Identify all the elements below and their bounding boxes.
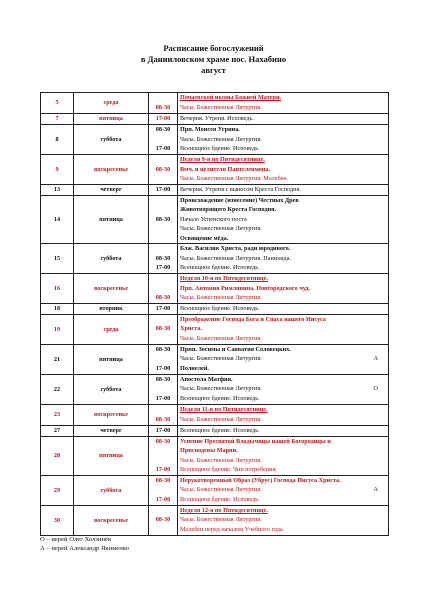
date-cell: 16 (41, 273, 74, 303)
service-line-text: Часы. Божественная Литургия. (180, 104, 262, 111)
service-line (180, 394, 386, 404)
service-time (150, 196, 176, 205)
weekday-cell: пятница (74, 195, 149, 243)
date-cell: 27 (41, 425, 74, 436)
service-line-text: Часы. Божественная Литургия. (180, 456, 262, 464)
service-time (150, 155, 176, 165)
service-line-text: Часы. Божественная Литургия. (180, 225, 262, 233)
service-line (180, 263, 386, 273)
service-description-cell (178, 374, 389, 404)
service-line (180, 196, 386, 205)
service-line (180, 155, 386, 165)
priest-mark: О (373, 385, 378, 393)
date-cell: 28 (41, 436, 74, 475)
schedule-row (41, 374, 389, 404)
time-cell (149, 303, 178, 314)
service-line (180, 185, 386, 195)
weekday-cell: пятница (74, 344, 149, 374)
time-cell (149, 404, 178, 425)
time-cell (149, 505, 178, 535)
weekday-cell: вторник (74, 303, 149, 314)
service-line (180, 405, 386, 415)
service-line (180, 324, 386, 334)
service-line-text: Всенощное бдение. Исповедь. (180, 496, 260, 504)
service-line (180, 384, 386, 394)
service-time (150, 384, 176, 394)
service-time: 08-30 (155, 375, 171, 383)
service-line (180, 364, 386, 374)
service-time: 08-30 (155, 516, 171, 524)
service-description-cell (178, 273, 389, 303)
service-time (150, 354, 176, 364)
service-description-cell (178, 344, 389, 374)
weekday-cell: четверг (74, 184, 149, 195)
schedule-row (41, 243, 389, 273)
service-description-cell (178, 404, 389, 425)
service-line-text: Часы. Божественная Литургия. (180, 486, 262, 494)
service-line-text: Приснодевы Марии. (180, 447, 238, 455)
schedule-row (41, 184, 389, 195)
service-line-text: Часы. Божественная Литургия. (180, 355, 262, 363)
service-line-text: Часы. Божественная Литургия. (180, 385, 262, 393)
service-line (180, 174, 386, 184)
service-time: 08-30 (155, 415, 171, 423)
service-time: 17-00 (155, 145, 171, 153)
service-time: 17-00 (155, 304, 171, 312)
service-time: 08-30 (155, 476, 171, 484)
service-time: 08-30 (155, 437, 171, 445)
service-line (180, 125, 386, 135)
service-line-text: Полиелей. (180, 365, 209, 373)
month-label: август (201, 65, 226, 75)
schedule-row (41, 344, 389, 374)
priests-legend (40, 536, 129, 553)
time-cell (149, 195, 178, 243)
service-description-cell (178, 195, 389, 243)
service-line-text: Прпп. Зосимы и Савватия Соловецких. (180, 345, 291, 353)
service-line-text: Начало Успенского поста (180, 215, 247, 223)
service-time (150, 174, 176, 184)
weekday-cell: суббота (74, 374, 149, 404)
service-line-text: Часы. Божественная Литургия. (180, 516, 262, 524)
schedule-row (41, 404, 389, 425)
service-description-cell (178, 243, 389, 273)
service-line (180, 144, 386, 154)
service-line (180, 254, 386, 264)
schedule-row (41, 93, 389, 114)
service-time (150, 506, 176, 516)
service-line-text: Всенощное бдение. Исповедь. (180, 395, 260, 403)
date-cell: 13 (41, 184, 74, 195)
time-cell (149, 436, 178, 475)
date-cell: 7 (41, 114, 74, 125)
weekday-cell: воскресенье (74, 273, 149, 303)
service-line (180, 93, 386, 103)
date-cell: 19 (41, 314, 74, 344)
time-cell (149, 93, 178, 114)
service-line-text: Апостола Матфия. (180, 375, 233, 383)
service-description-cell (178, 303, 389, 314)
service-line (180, 426, 386, 436)
service-line (180, 274, 386, 284)
priest-mark: А (373, 355, 378, 363)
service-time: 17-00 (155, 365, 171, 373)
service-line-text: Неделя 9-я по Пятидесятнице. (180, 155, 265, 163)
service-time: 17-00 (155, 264, 171, 272)
schedule-row (41, 475, 389, 505)
service-time: 08-30 (155, 215, 171, 223)
service-time: 08-30 (155, 345, 171, 353)
date-cell: 29 (41, 475, 74, 505)
date-cell: 14 (41, 195, 74, 243)
schedule-row (41, 273, 389, 303)
service-time (150, 485, 176, 495)
service-description-cell (178, 154, 389, 184)
service-line-text: Всенощное бдение. Исповедь. (180, 145, 260, 153)
service-line (180, 215, 386, 224)
service-line-text: Животворящего Креста Господня. (180, 206, 277, 214)
service-line (180, 293, 386, 303)
service-line (180, 525, 386, 535)
service-line-text: Происхождение (изнесение) Честных Древ (180, 196, 299, 204)
time-cell (149, 125, 178, 155)
service-time (150, 135, 176, 145)
service-line-text: Вечерня. Утреня. Исповедь. (180, 115, 254, 122)
service-line-text: Прп. Моисея Угрина. (180, 126, 240, 133)
weekday-cell: суббота (74, 243, 149, 273)
service-line (180, 415, 386, 425)
service-time (150, 205, 176, 214)
weekday-cell: суббота (74, 125, 149, 155)
service-description-cell (178, 475, 389, 505)
service-line-text: Прп. Антония Римлянина, Новгородского чуд. (180, 284, 311, 292)
time-cell (149, 273, 178, 303)
service-time (150, 93, 176, 103)
weekday-cell: воскресенье (74, 404, 149, 425)
service-line-text: Часы. Божественная Литургия. (180, 415, 262, 423)
weekday-cell: пятница (74, 436, 149, 475)
service-time (150, 244, 176, 254)
service-line (180, 334, 386, 344)
schedule-table (40, 92, 389, 536)
schedule-body (41, 93, 389, 536)
time-cell (149, 154, 178, 184)
service-line-text: Часы. Божественная Литургия. (180, 294, 262, 302)
service-line-text: Вмч. и целителя Пантелеимона. (180, 165, 271, 173)
service-line (180, 495, 386, 505)
schedule-row (41, 125, 389, 155)
service-line (180, 234, 386, 243)
service-line (180, 165, 386, 175)
service-time: 08-30 (155, 126, 171, 133)
service-line-text: Христа. (180, 325, 202, 333)
service-line-text: Почаевской иконы Божией Матери. (180, 94, 282, 101)
service-line-text: Нерукотворенный Образ (Убрус) Господа Иисуса Христа. (180, 476, 341, 484)
schedule-row (41, 303, 389, 314)
service-line-text: Всенощное бдение. Чин погребения. (180, 466, 277, 474)
service-line-text: Всенощное бдение. Исповедь. (180, 264, 260, 272)
service-line-text: Блж. Василия Христа, ради юродивого. (180, 244, 291, 252)
time-cell (149, 344, 178, 374)
schedule-title: Расписание богослужений (163, 43, 264, 53)
service-time (150, 274, 176, 284)
service-time (150, 315, 176, 325)
service-description-cell (178, 125, 389, 155)
date-cell: 21 (41, 344, 74, 374)
service-time: 08-30 (155, 165, 171, 173)
service-time (150, 405, 176, 415)
service-line (180, 375, 386, 385)
service-line-text: Всенощное бдение. Исповедь. (180, 426, 260, 434)
service-time (150, 224, 176, 233)
service-time (150, 456, 176, 466)
schedule-row (41, 114, 389, 125)
time-cell (149, 425, 178, 436)
time-cell (149, 114, 178, 125)
service-time (150, 525, 176, 535)
weekday-cell: среда (74, 93, 149, 114)
service-line-text: Преображение Господа Бога и Спаса нашего Иисуса (180, 315, 326, 323)
date-cell: 9 (41, 154, 74, 184)
date-cell: 15 (41, 243, 74, 273)
service-line (180, 205, 386, 214)
service-line (180, 446, 386, 456)
service-line (180, 224, 386, 233)
time-cell (149, 314, 178, 344)
service-time (150, 446, 176, 456)
date-cell: 18 (41, 303, 74, 314)
church-name: в Данииловском храме пос. Нахабино (140, 54, 287, 64)
service-line (180, 465, 386, 475)
schedule-row (41, 154, 389, 184)
weekday-cell: суббота (74, 475, 149, 505)
service-time: 17-00 (155, 115, 171, 122)
service-line (180, 506, 386, 516)
service-line (180, 437, 386, 447)
service-time: 17-00 (155, 426, 171, 434)
schedule-row (41, 505, 389, 535)
service-time (150, 234, 176, 243)
service-line (180, 103, 386, 113)
date-cell: 23 (41, 404, 74, 425)
schedule-row (41, 436, 389, 475)
service-description-cell (178, 505, 389, 535)
weekday-cell: воскресенье (74, 505, 149, 535)
service-time: 08-30 (155, 325, 171, 333)
service-line-text: Молебен перед началом Учебного года. (180, 526, 285, 534)
service-time (150, 334, 176, 344)
date-cell: 8 (41, 125, 74, 155)
service-description-cell (178, 314, 389, 344)
priest-legend-line: А – иерей Александр Якименко (40, 544, 129, 552)
service-time: 17-00 (155, 185, 171, 193)
weekday-cell: четверг (74, 425, 149, 436)
service-line (180, 476, 386, 486)
service-line-text: Вечерня. Утреня с выносом Креста Господня. (180, 185, 301, 193)
service-time: 17-00 (155, 395, 171, 403)
time-cell (149, 374, 178, 404)
weekday-cell: воскресенье (74, 154, 149, 184)
date-cell: 22 (41, 374, 74, 404)
service-description-cell (178, 93, 389, 114)
weekday-cell: пятница (74, 114, 149, 125)
service-line (180, 304, 386, 314)
service-time: 17-00 (155, 496, 171, 504)
service-line (180, 114, 386, 124)
priest-mark: А (373, 486, 378, 494)
service-line-text: Освящение мёда. (180, 234, 229, 242)
service-line (180, 456, 386, 466)
service-time: 08-30 (155, 254, 171, 262)
service-line-text: Часы. Божественная Литургия. (180, 335, 262, 343)
service-line (180, 284, 386, 294)
service-description-cell (178, 184, 389, 195)
priest-legend-line: О – иерей Олег Холзинёв (40, 536, 112, 543)
date-cell: 30 (41, 505, 74, 535)
date-cell: 5 (41, 93, 74, 114)
service-line (180, 345, 386, 355)
time-cell (149, 475, 178, 505)
service-description-cell (178, 114, 389, 125)
service-line (180, 354, 386, 364)
service-line-text: Неделя 11-я по Пятидесятнице. (180, 405, 268, 413)
service-line-text: Часы. Божественная Литургия. (180, 135, 262, 143)
weekday-cell: среда (74, 314, 149, 344)
service-line (180, 135, 386, 145)
service-line (180, 485, 386, 495)
service-line-text: Неделя 12-я по Пятидесятнице. (180, 506, 268, 514)
time-cell (149, 243, 178, 273)
service-line-text: Часы. Божественная Литургия. Панихида. (180, 254, 291, 262)
service-line (180, 244, 386, 254)
schedule-header (0, 43, 427, 76)
schedule-row (41, 425, 389, 436)
service-description-cell (178, 425, 389, 436)
service-line (180, 315, 386, 325)
time-cell (149, 184, 178, 195)
service-line-text: Часы. Божественная Литургия. Молебен. (180, 175, 289, 183)
service-description-cell (178, 436, 389, 475)
schedule-row (41, 195, 389, 243)
service-time (150, 284, 176, 294)
service-time: 17-00 (155, 466, 171, 474)
service-line-text: Успение Пресвятой Владычицы нашей Богородицы и (180, 437, 331, 445)
service-line-text: Неделя 10-я по Пятидесятнице. (180, 274, 268, 282)
service-line-text: Всенощное бдение. Исповедь. (180, 304, 260, 312)
service-time: 08-30 (155, 294, 171, 302)
service-line (180, 515, 386, 525)
service-time: 08-30 (155, 104, 171, 111)
schedule-row (41, 314, 389, 344)
